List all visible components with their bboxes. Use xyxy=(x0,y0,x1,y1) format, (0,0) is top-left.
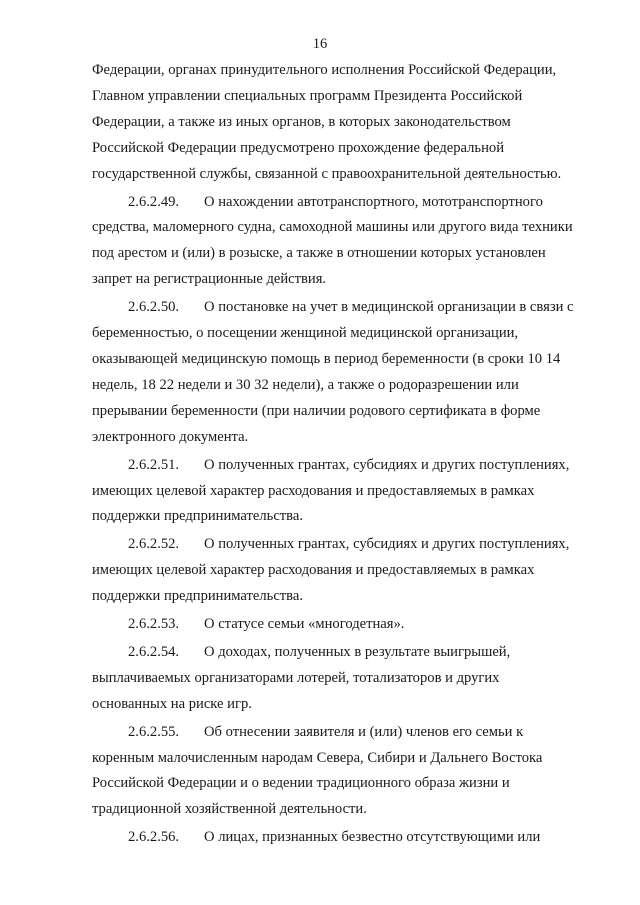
item-text: О лицах, признанных безвестно отсутствующими или xyxy=(204,829,541,846)
item-line: Российской Федерации и о ведении традиционного образа жизни и xyxy=(92,775,510,792)
item-line: под арестом и (или) в розыске, а также в отношении которых установлен xyxy=(92,245,546,262)
item-line: традиционной хозяйственной деятельности. xyxy=(92,801,367,818)
intro-line: государственной службы, связанной с правоохранительной деятельностью. xyxy=(92,165,562,182)
intro-line: Главном управлении специальных программ Президента Российской xyxy=(92,87,523,104)
list-item xyxy=(92,295,597,450)
item-text: О постановке на учет в медицинской организации в связи с xyxy=(204,299,574,316)
intro-line: Федерации, органах принудительного исполнения Российской Федерации, xyxy=(92,62,557,78)
item-line: основанных на риске игр. xyxy=(92,695,252,712)
item-first-line xyxy=(92,612,597,638)
list-item xyxy=(92,532,597,610)
list-item xyxy=(92,825,597,851)
item-line: запрет на регистрационные действия. xyxy=(92,271,327,288)
item-text: О доходах, полученных в результате выигрышей, xyxy=(204,643,511,660)
item-text: О полученных грантах, субсидиях и других поступлениях, xyxy=(204,536,570,553)
item-first-line xyxy=(92,190,597,216)
item-first-line xyxy=(92,640,597,666)
item-line: коренным малочисленным народам Севера, Сибири и Дальнего Востока xyxy=(92,749,543,766)
item-number: 2.6.2.51. xyxy=(128,456,180,473)
item-text: О статусе семьи «многодетная». xyxy=(204,616,405,633)
page-number: 16 xyxy=(312,36,328,52)
item-first-line xyxy=(92,295,597,321)
item-number: 2.6.2.56. xyxy=(128,829,180,846)
item-number: 2.6.2.55. xyxy=(128,723,180,740)
list-item xyxy=(92,453,597,531)
list-item xyxy=(92,720,597,824)
item-number: 2.6.2.52. xyxy=(128,536,180,553)
item-line: имеющих целевой характер расходования и предоставляемых в рамках xyxy=(92,562,535,579)
item-number: 2.6.2.50. xyxy=(128,299,180,316)
item-line: средства, маломерного судна, самоходной машины или другого вида техники xyxy=(92,219,573,236)
intro-line: Федерации, а также из иных органов, в которых законодательством xyxy=(92,113,511,130)
item-line: прерывании беременности (при наличии родового сертификата в форме xyxy=(92,402,541,419)
item-line: поддержки предпринимательства. xyxy=(92,508,304,525)
list-item xyxy=(92,190,597,294)
item-number: 2.6.2.53. xyxy=(128,616,180,633)
item-line: оказывающей медицинскую помощь в период беременности (в сроки 10 14 xyxy=(92,350,561,367)
item-first-line xyxy=(92,453,597,479)
item-line: беременностью, о посещении женщиной медицинской организации, xyxy=(92,325,519,342)
list-item xyxy=(92,612,597,638)
intro-paragraph xyxy=(92,58,597,188)
item-first-line xyxy=(92,720,597,746)
item-first-line xyxy=(92,532,597,558)
item-number: 2.6.2.49. xyxy=(128,193,180,210)
item-line: недель, 18 22 недели и 30 32 недели), а также о родоразрешении или xyxy=(92,376,519,393)
items-list xyxy=(92,190,597,852)
item-text: Об отнесении заявителя и (или) членов его семьи к xyxy=(204,723,524,740)
item-text: О полученных грантах, субсидиях и других поступлениях, xyxy=(204,456,570,473)
item-first-line xyxy=(92,825,597,851)
document-body xyxy=(92,58,597,851)
item-line: электронного документа. xyxy=(92,428,249,445)
item-number: 2.6.2.54. xyxy=(128,643,180,660)
item-line: поддержки предпринимательства. xyxy=(92,588,304,605)
item-line: выплачиваемых организаторами лотерей, тотализаторов и других xyxy=(92,669,500,686)
item-text: О нахождении автотранспортного, мототранспортного xyxy=(204,193,543,210)
list-item xyxy=(92,640,597,718)
intro-line: Российской Федерации предусмотрено прохождение федеральной xyxy=(92,139,505,156)
item-line: имеющих целевой характер расходования и предоставляемых в рамках xyxy=(92,482,535,499)
